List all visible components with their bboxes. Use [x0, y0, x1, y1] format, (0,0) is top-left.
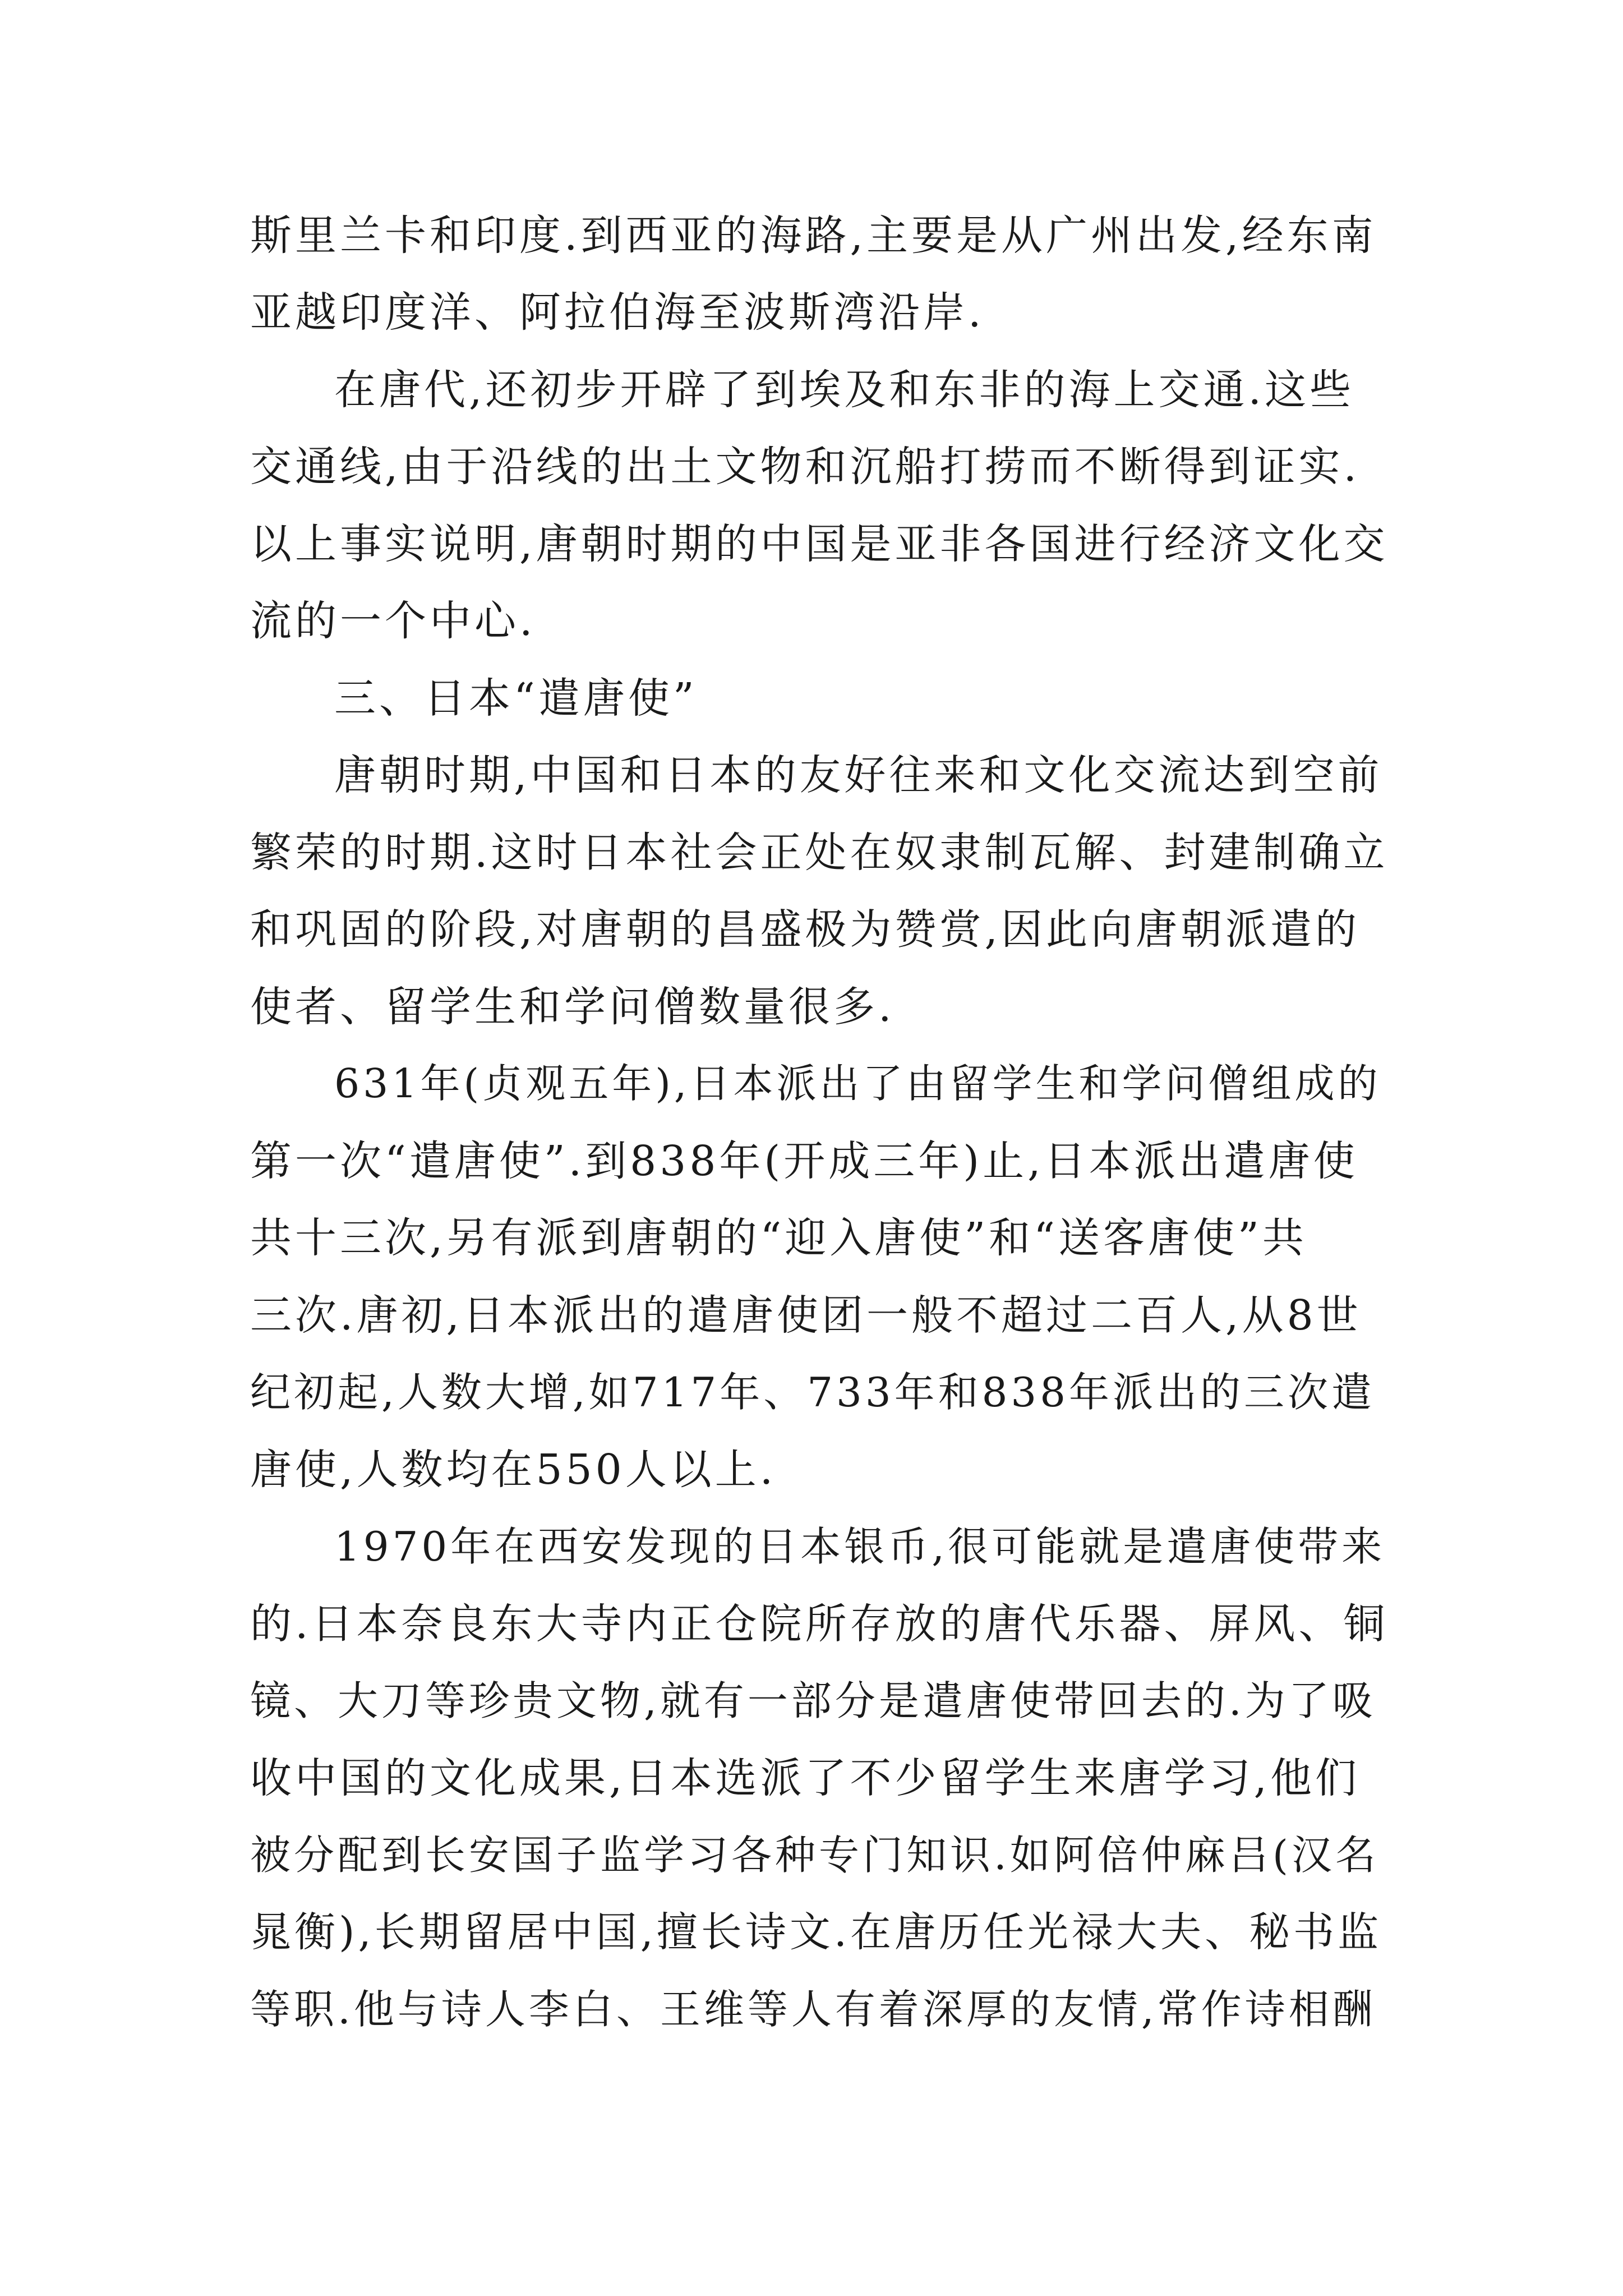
text-line: 第一次“遣唐使”.到838年(开成三年)止,日本派出遣唐使 [250, 1137, 1358, 1185]
text-line: 的.日本奈良东大寺内正仓院所存放的唐代乐器、屏风、铜 [250, 1600, 1389, 1648]
text-line: 晁衡),长期留居中国,擅长诗文.在唐历任光禄大夫、秘书监 [250, 1908, 1382, 1956]
text-line: 三次.唐初,日本派出的遣唐使团一般不超过二百人,从8世 [250, 1291, 1362, 1340]
text-line: 共十三次,另有派到唐朝的“迎入唐使”和“送客唐使”共 [250, 1214, 1307, 1262]
text-line: 以上事实说明,唐朝时期的中国是亚非各国进行经济文化交 [250, 520, 1389, 568]
text-line: 唐使,人数均在550人以上. [250, 1446, 777, 1494]
text-line: 镜、大刀等珍贵文物,就有一部分是遣唐使带回去的.为了吸 [250, 1677, 1376, 1724]
text-line: 被分配到长安国子监学习各种专门知识.如阿倍仲麻吕(汉名 [250, 1832, 1379, 1879]
text-line: 繁荣的时期.这时日本社会正处在奴隶制瓦解、封建制确立 [250, 829, 1389, 877]
text-line: 纪初起,人数大增,如717年、733年和838年派出的三次遣 [250, 1369, 1376, 1416]
text-line: 使者、留学生和学问僧数量很多. [250, 983, 895, 1031]
paragraph-first-line: 631年(贞观五年),日本派出了由留学生和学问僧组成的 [334, 1060, 1381, 1107]
paragraph-first-line: 在唐代,还初步开辟了到埃及和东非的海上交通.这些 [334, 366, 1355, 414]
text-line: 和巩固的阶段,对唐朝的昌盛极为赞赏,因此向唐朝派遣的 [250, 905, 1361, 954]
paragraph-first-line: 1970年在西安发现的日本银币,很可能就是遣唐使带来 [334, 1523, 1386, 1570]
text-line: 斯里兰卡和印度.到西亚的海路,主要是从广州出发,经东南 [250, 211, 1377, 260]
text-line: 流的一个中心. [250, 597, 536, 645]
section-heading: 三、日本“遣唐使” [334, 674, 698, 723]
paragraph-first-line: 唐朝时期,中国和日本的友好往来和文化交流达到空前 [334, 751, 1383, 799]
text-line: 收中国的文化成果,日本选派了不少留学生来唐学习,他们 [250, 1754, 1361, 1802]
text-line: 交通线,由于沿线的出土文物和沉船打捞而不断得到证实. [250, 443, 1361, 491]
text-line: 亚越印度洋、阿拉伯海至波斯湾沿岸. [250, 288, 985, 337]
text-line: 等职.他与诗人李白、王维等人有着深厚的友情,常作诗相酬 [250, 1986, 1376, 2033]
